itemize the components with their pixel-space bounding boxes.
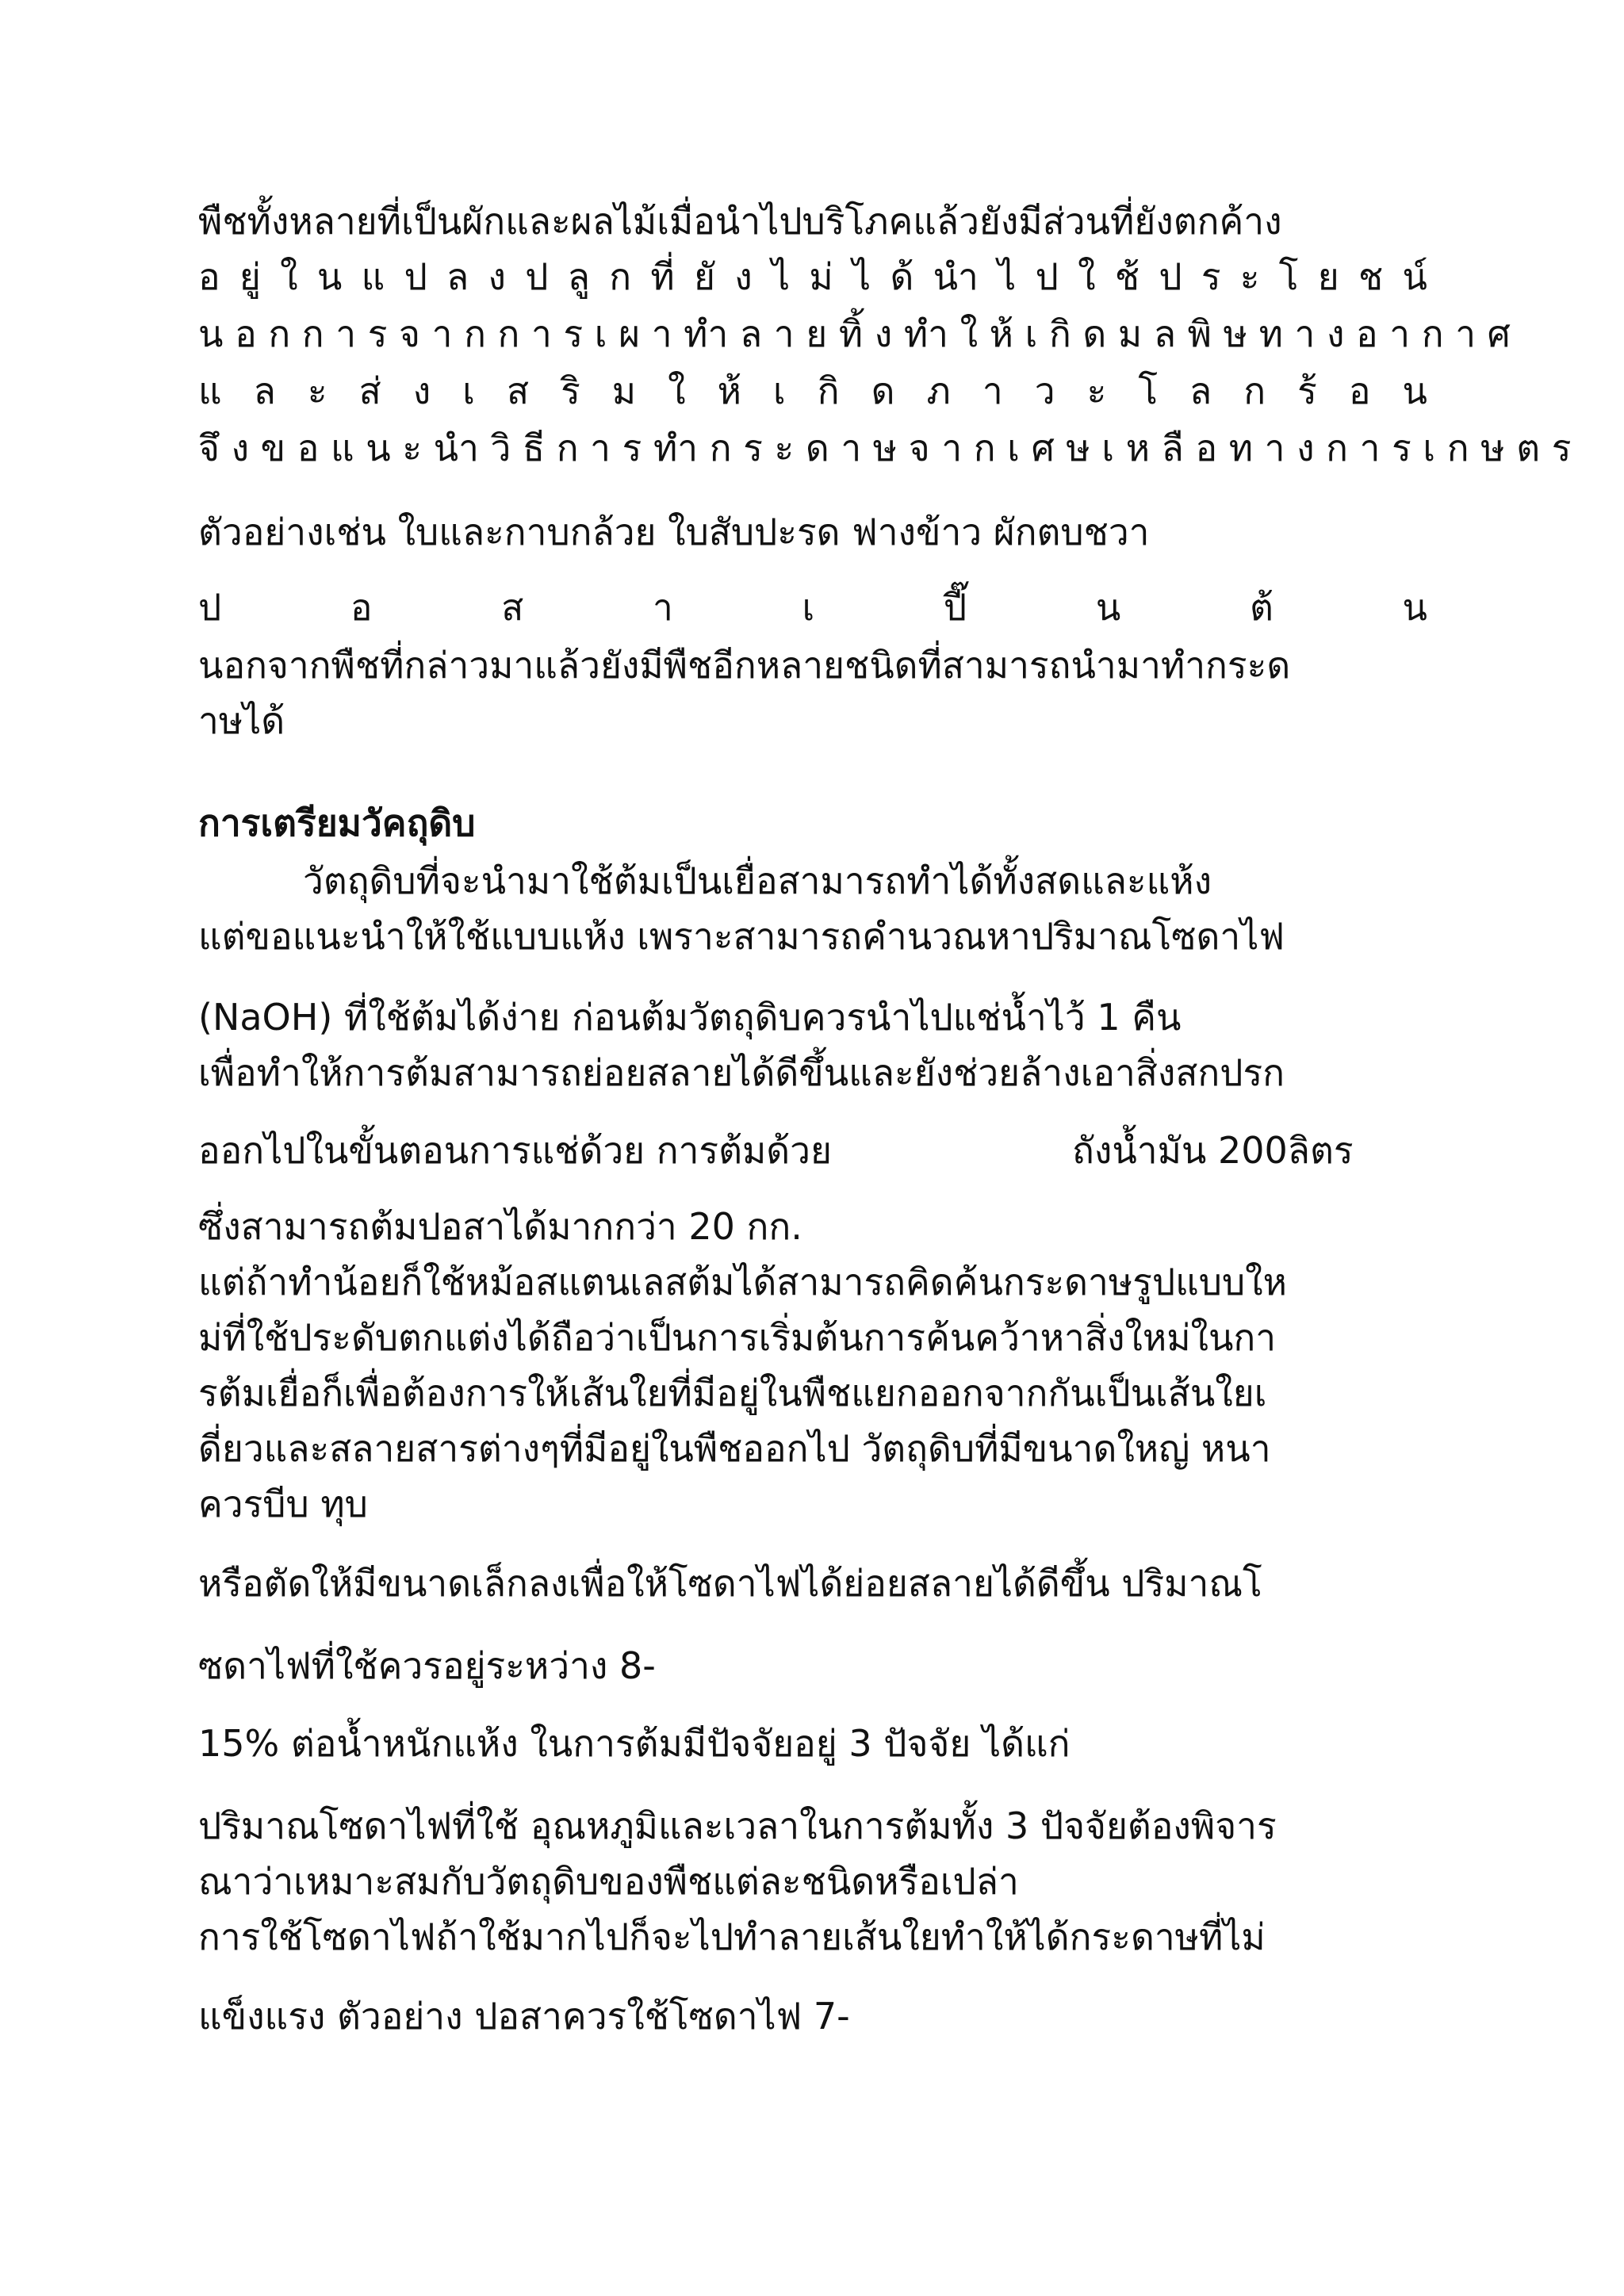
paragraph-line: ซดาไฟที่ใช้ควรอยู่ระหว่าง 8- [198, 1644, 656, 1687]
paragraph-line: ปริมาณโซดาไฟที่ใช้ อุณหภูมิและเวลาในการต้มทั้ง 3 ปัจจัยต้องพิจาร [198, 1804, 1277, 1847]
paragraph-line: 15% ต่อน้ำหนักแห้ง ในการต้มมีปัจจัยอยู่ 3 ปัจจัย ได้แก่ [198, 1722, 1071, 1765]
paragraph-line: ควรบีบ ทุบ [198, 1483, 368, 1525]
paragraph-line: อ ยู่ ใ น แ ป ล ง ป ลู ก ที่ ยั ง ไ ม่ ไ ด้ นำ ไ ป ใ ช้ ป ร ะ โ ย ช น์ [198, 255, 1427, 298]
section-heading: การเตรียมวัคถุดิบ [198, 802, 476, 844]
paragraph-line: เพื่อทำให้การต้มสามารถย่อยสลายได้ดีขึ้นและยังช่วยล้างเอาสิ่งสกปรก [198, 1051, 1285, 1094]
paragraph-line: ซึ่งสามารถต้มปอสาได้มากกว่า 20 กก. [198, 1205, 802, 1248]
paragraph-line: ม่ที่ใช้ประดับตกแต่งได้ถือว่าเป็นการเริ่มต้นการค้นคว้าหาสิ่งใหม่ในกา [198, 1316, 1277, 1359]
paragraph-line: จึ ง ข อ แ น ะ นำ วิ ธี ก า ร ทำ ก ร ะ ด า ษ จ า ก เ ศ ษ เ ห ลื อ ท า ง ก า ร เ ก ษ ต ร [198, 427, 1572, 469]
paragraph-line: ดี่ยวและสลายสารต่างๆที่มีอยู่ในพืชออกไป วัตถุดิบที่มีขนาดใหญ่ หนา [198, 1427, 1271, 1470]
paragraph-line: ออกไปในขั้นตอนการแช่ด้วย การต้มด้วย [198, 1129, 832, 1172]
paragraph-line: รต้มเยื่อก็เพื่อต้องการให้เส้นใยที่มีอยู่ในพืชแยกออกจากกันเป็นเส้นใยเ [198, 1372, 1267, 1414]
paragraph-line: ป อ ส า เ ปี๊ น ต้ น [198, 586, 1427, 629]
paragraph-line: แต่ขอแนะนำให้ใช้แบบแห้ง เพราะสามารถคำนวณหาปริมาณโซดาไฟ [198, 915, 1285, 958]
paragraph-line: แข็งแรง ตัวอย่าง ปอสาควรใช้โซดาไฟ 7- [198, 1995, 850, 2038]
paragraph-line: หรือตัดให้มีขนาดเล็กลงเพื่อให้โซดาไฟได้ย่อยสลายได้ดีขึ้น ปริมาณโ [198, 1562, 1262, 1605]
paragraph-line: แ ล ะ ส่ ง เ ส ริ ม ใ ห้ เ กิ ด ภ า ว ะ โ ล ก ร้ อ น [198, 369, 1427, 412]
paragraph-line: การใช้โซดาไฟถ้าใช้มากไปก็จะไปทำลายเส้นใยทำให้ได้กระดาษที่ไม่ [198, 1915, 1266, 1958]
paragraph-line: าษได้ [198, 699, 285, 742]
paragraph-line: แต่ถ้าทำน้อยก็ใช้หม้อสแตนเลสต้มได้สามารถคิดค้นกระดาษรูปแบบให [198, 1261, 1287, 1303]
paragraph-line: วัตถุดิบที่จะนำมาใช้ต้มเป็นเยื่อสามารถทำได้ทั้งสดและแห้ง [303, 859, 1212, 902]
paragraph-line: ตัวอย่างเช่น ใบและกาบกล้วย ใบสับปะรด ฟางข้าว ผักตบชวา [198, 511, 1150, 553]
paragraph-line: ณาว่าเหมาะสมกับวัตถุดิบของพืชแต่ละชนิดหรือเปล่า [198, 1860, 1019, 1903]
paragraph-line: น อ ก ก า ร จ า ก ก า ร เ ผ า ทำ ล า ย ทิ้ ง ทำ ใ ห้ เ กิ ด ม ล พิ ษ ท า ง อ า ก า ศ [198, 312, 1511, 355]
paragraph-line: พืชทั้งหลายที่เป็นผักและผลไม้เมื่อนำไปบริโภคแล้วยังมีส่วนที่ยังตกค้าง [198, 200, 1282, 243]
paragraph-line: นอกจากพืชที่กล่าวมาแล้วยังมีพืชอีกหลายชนิดที่สามารถนำมาทำกระด [198, 644, 1291, 687]
paragraph-line: ถังน้ำมัน 200ลิตร [1072, 1129, 1354, 1172]
paragraph-line: (NaOH) ที่ใช้ต้มได้ง่าย ก่อนต้มวัตถุดิบควรนำไปแช่น้ำไว้ 1 คืน [198, 996, 1182, 1039]
